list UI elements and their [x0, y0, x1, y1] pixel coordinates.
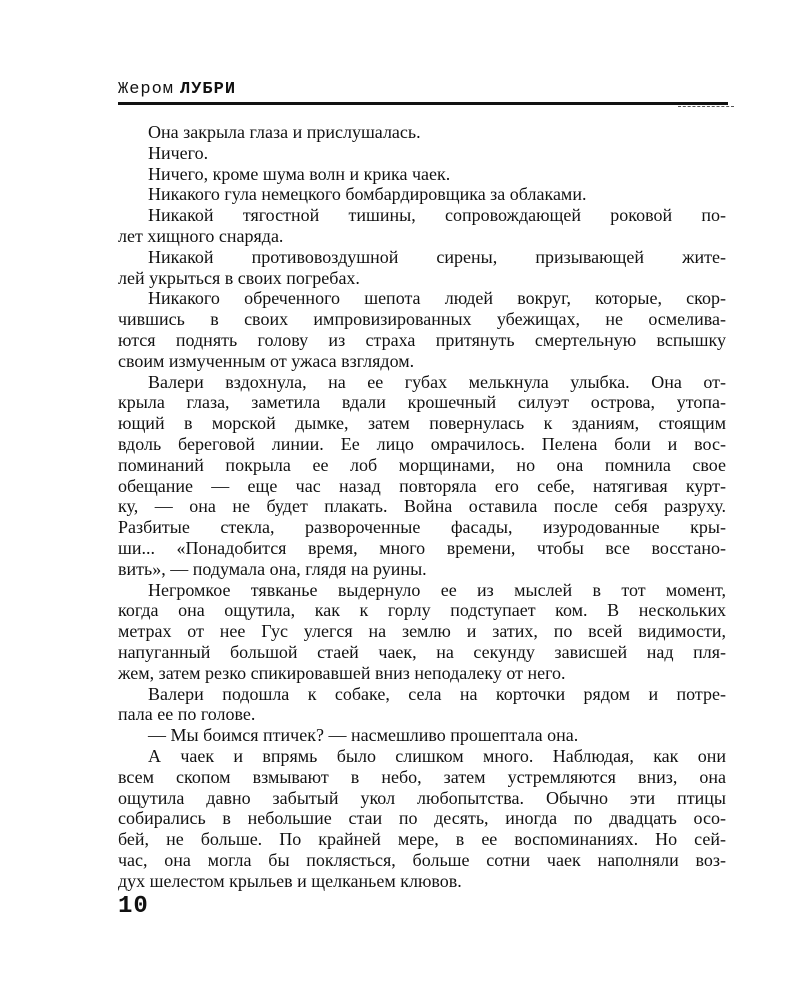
text-line: Валери вздохнула, на ее губах мелькнула улыбка. Она от- [148, 371, 726, 392]
text-line: своим измученным от ужаса взглядом. [118, 350, 415, 371]
text-line: всем скопом взмывают в небо, затем устремляются вниз, она [118, 766, 726, 787]
text-line: Разбитые стекла, развороченные фасады, изуродованные кры- [118, 517, 726, 538]
text-line: Она закрыла глаза и прислушалась. [148, 122, 421, 142]
text-line: поминаний покрыла ее лоб морщинами, но она помнила свое [118, 454, 726, 475]
text-line: ются поднять голову из страха притянуть смертельную вспышку [118, 329, 726, 350]
text-line: собирались в небольшие стаи по десять, иногда по двадцать осо- [118, 808, 726, 829]
text-line: чившись в своих импровизированных убежищах, не осмелива- [118, 309, 726, 330]
text-line: Никакого обреченного шепота людей вокруг, которые, скор- [148, 288, 726, 309]
text-line: Ничего. [148, 142, 209, 163]
text-line: лет хищного снаряда. [118, 225, 284, 246]
text-line: когда она ощутила, как к горлу подступает ком. В нескольких [118, 600, 726, 621]
text-line: час, она могла бы поклясться, больше сотни чаек наполняли воз- [118, 849, 726, 870]
body-text [118, 122, 726, 891]
text-line: крыла глаза, заметила вдали крошечный силуэт острова, утопа- [118, 392, 726, 413]
running-header [118, 80, 728, 102]
text-line: вдоль береговой линии. Ее лицо омрачилось. Пелена боли и вос- [118, 433, 726, 454]
text-line: Никакого гула немецкого бомбардировщика за облаками. [148, 184, 587, 205]
author-first-name: Жером [118, 80, 175, 99]
text-line: — Мы боимся птичек? — насмешливо прошептала она. [148, 725, 579, 746]
author-last-name: ЛУБРИ [180, 80, 237, 99]
text-line: Валери подошла к собаке, села на корточки рядом и потре- [148, 683, 726, 704]
header-author [118, 80, 236, 99]
text-line: дух шелестом крыльев и щелканьем клювов. [118, 870, 462, 891]
text-line: метрах от нее Гус улегся на землю и затих, по всей видимости, [118, 621, 726, 642]
text-line: пала ее по голове. [118, 704, 256, 725]
text-line: ку, — она не будет плакать. Война оставила после себя разруху. [118, 496, 726, 517]
header-rule-tail [678, 106, 734, 108]
text-line: бей, не больше. По крайней мере, в ее воспоминаниях. Но сей- [118, 829, 726, 850]
text-line: ощутила давно забытый укол любопытства. Обычно эти птицы [118, 787, 726, 808]
text-line: жем, затем резко спикировавшей вниз неподалеку от него. [118, 662, 566, 683]
text-line: напуганный большой стаей чаек, на секунду зависшей над пля- [118, 641, 726, 662]
text-line: Никакой тягостной тишины, сопровождающей роковой по- [148, 205, 726, 226]
text-line: ши... «Понадобится время, много времени, чтобы все восстано- [118, 537, 726, 558]
header-rule [118, 102, 728, 105]
text-line: обещание — еще час назад повторяла его себе, натягивая курт- [118, 475, 726, 496]
text-line: Никакой противовоздушной сирены, призывающей жите- [148, 246, 726, 267]
text-line: ющий в морской дымке, затем повернулась к зданиям, стоящим [118, 413, 726, 434]
text-line: Ничего, кроме шума волн и крика чаек. [148, 163, 451, 184]
text-line: А чаек и впрямь было слишком много. Наблюдая, как они [148, 745, 726, 766]
text-line: вить», — подумала она, глядя на руины. [118, 558, 427, 579]
text-line: Негромкое тявканье выдернуло ее из мыслей в тот момент, [148, 579, 726, 600]
page-number: 10 [118, 893, 149, 920]
text-line: лей укрыться в своих погребах. [118, 267, 360, 288]
